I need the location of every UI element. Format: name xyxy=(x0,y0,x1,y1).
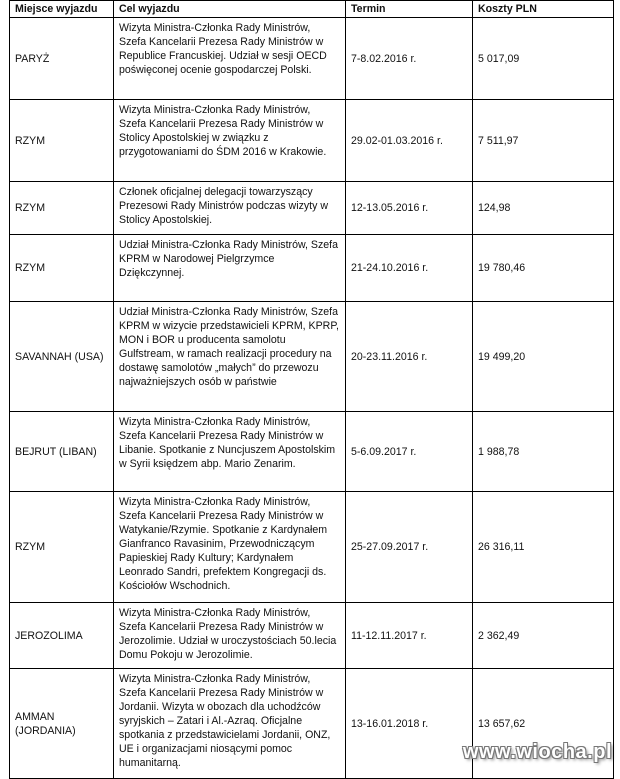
date-cell: 7-8.02.2016 r. xyxy=(346,18,473,100)
place-cell: SAVANNAH (USA) xyxy=(10,302,114,412)
purpose-cell: Wizyta Ministra-Członka Rady Ministrów, Szefa Kancelarii Prezesa Rady Ministrów w Libanie. Spotkanie z Nuncjuszem Apostolskim w Syrii księdzem abp. Mario Zenarim. xyxy=(114,412,346,492)
header-cost: Koszty PLN xyxy=(473,1,614,18)
watermark-logo: www.wiocha.pl xyxy=(462,741,612,763)
date-cell: 20-23.11.2016 r. xyxy=(346,302,473,412)
cost-cell: 26 316,11 xyxy=(473,492,614,603)
purpose-cell: Wizyta Ministra-Członka Rady Ministrów, Szefa Kancelarii Prezesa Rady Ministrów w Jerozolimie. Udział w uroczystościach 50.lecia Domu Pokoju w Jerozolimie. xyxy=(114,603,346,669)
header-purpose: Cel wyjazdu xyxy=(114,1,346,18)
purpose-cell: Udział Ministra-Członka Rady Ministrów, Szefa KPRM w Narodowej Pielgrzymce Dziękczynnej. xyxy=(114,235,346,302)
date-cell: 12-13.05.2016 r. xyxy=(346,182,473,235)
cost-cell: 7 511,97 xyxy=(473,100,614,182)
cost-cell: 13 657,62 xyxy=(473,669,614,779)
header-place: Miejsce wyjazdu xyxy=(10,1,114,18)
date-cell: 11-12.11.2017 r. xyxy=(346,603,473,669)
header-date: Termin xyxy=(346,1,473,18)
table-row xyxy=(10,603,614,669)
table-row xyxy=(10,412,614,492)
cost-cell: 1 988,78 xyxy=(473,412,614,492)
place-cell: RZYM xyxy=(10,235,114,302)
date-cell: 13-16.01.2018 r. xyxy=(346,669,473,779)
cost-cell: 19 499,20 xyxy=(473,302,614,412)
date-cell: 5-6.09.2017 r. xyxy=(346,412,473,492)
table-row xyxy=(10,302,614,412)
purpose-cell: Wizyta Ministra-Członka Rady Ministrów, Szefa Kancelarii Prezesa Rady Ministrów w Republice Francuskiej. Udział w sesji OECD poświęconej ocenie gospodarczej Polski. xyxy=(114,18,346,100)
date-cell: 21-24.10.2016 r. xyxy=(346,235,473,302)
purpose-cell: Wizyta Ministra-Członka Rady Ministrów, Szefa Kancelarii Prezesa Rady Ministrów w Stolicy Apostolskiej w związku z przygotowaniami do ŚDM 2016 w Krakowie. xyxy=(114,100,346,182)
cost-cell: 19 780,46 xyxy=(473,235,614,302)
header-row xyxy=(10,1,614,18)
purpose-cell: Wizyta Ministra-Członka Rady Ministrów, Szefa Kancelarii Prezesa Rady Ministrów w Watykanie/Rzymie. Spotkanie z Kardynałem Gianfranco Ravasinim, Przewodniczącym Papieskiej Rady Kultury; Kardynałem Leonrado Sandri, prefektem Kongregacji ds. Kościołów Wschodnich. xyxy=(114,492,346,603)
table-row xyxy=(10,182,614,235)
place-cell: PARYŻ xyxy=(10,18,114,100)
place-cell: RZYM xyxy=(10,182,114,235)
place-cell: BEJRUT (LIBAN) xyxy=(10,412,114,492)
purpose-cell: Członek oficjalnej delegacji towarzyszący Prezesowi Rady Ministrów podczas wizyty w Stolicy Apostolskiej. xyxy=(114,182,346,235)
date-cell: 29.02-01.03.2016 r. xyxy=(346,100,473,182)
place-cell: JEROZOLIMA xyxy=(10,603,114,669)
table-row xyxy=(10,18,614,100)
purpose-cell: Udział Ministra-Członka Rady Ministrów, Szefa KPRM w wizycie przedstawicieli KPRM, KPRP, MON i BOR u producenta samolotu Gulfstream, w ramach realizacji procedury na dostawę samolotów „małych” do przewozu najważniejszych osób w państwie xyxy=(114,302,346,412)
table-row xyxy=(10,492,614,603)
cost-cell: 2 362,49 xyxy=(473,603,614,669)
place-cell: RZYM xyxy=(10,492,114,603)
table-row xyxy=(10,235,614,302)
table-row xyxy=(10,100,614,182)
place-cell: RZYM xyxy=(10,100,114,182)
place-cell: AMMAN (JORDANIA) xyxy=(10,669,114,779)
date-cell: 25-27.09.2017 r. xyxy=(346,492,473,603)
trips-table xyxy=(9,0,614,779)
purpose-cell: Wizyta Ministra-Członka Rady Ministrów, Szefa Kancelarii Prezesa Rady Ministrów w Jordanii. Wizyta w obozach dla uchodźców syryjskich – Zatari i Al.-Azraq. Oficjalne spotkania z przedstawicielami Jordanii, ONZ, UE i organizacjami niosącymi pomoc humanitarną. xyxy=(114,669,346,779)
cost-cell: 124,98 xyxy=(473,182,614,235)
cost-cell: 5 017,09 xyxy=(473,18,614,100)
